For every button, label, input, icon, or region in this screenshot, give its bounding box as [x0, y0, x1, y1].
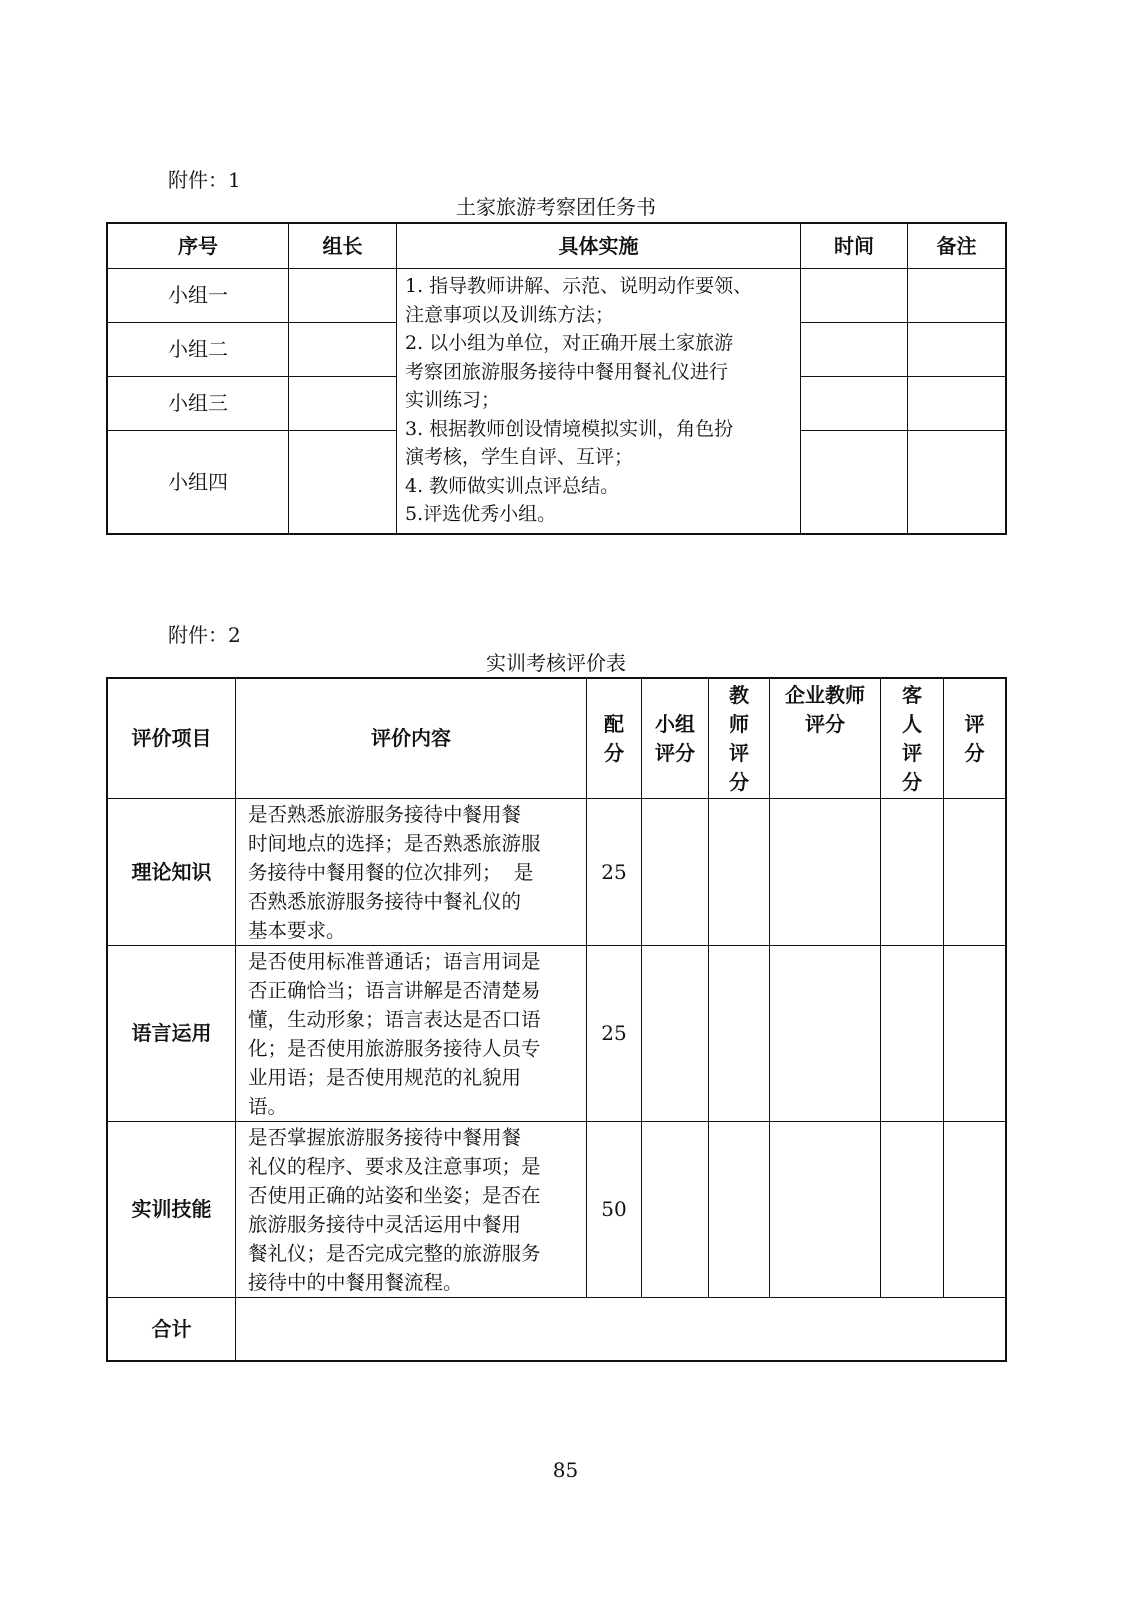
- content-line: 化；是否使用旅游服务接待人员专: [248, 1037, 541, 1060]
- header-eval-item: 评价项目: [108, 679, 236, 799]
- table-row: [108, 1122, 1006, 1298]
- time-cell: [801, 269, 908, 323]
- note-cell: [908, 269, 1006, 323]
- company-score-cell: [770, 946, 881, 1122]
- task-book-table: [107, 223, 1006, 534]
- implementation-line: 3. 根据教师创设情境模拟实训，角色扮: [405, 417, 734, 440]
- table-row: [108, 946, 1006, 1122]
- content-line: 是否熟悉旅游服务接待中餐用餐: [248, 803, 522, 826]
- score-cell: 50: [587, 1122, 642, 1298]
- group-2-cell: 小组二: [108, 323, 289, 377]
- content-line: 否正确恰当；语言讲解是否清楚易: [248, 979, 541, 1002]
- header-guest-char: 客: [902, 682, 922, 707]
- header-guest-char: 评: [902, 740, 922, 765]
- header-rating: [944, 679, 1006, 799]
- time-cell: [801, 377, 908, 431]
- implementation-line: 演考核，学生自评、互评；: [405, 446, 634, 468]
- rating-cell: [944, 1122, 1006, 1298]
- content-line: 务接待中餐用餐的位次排列； 是: [248, 861, 534, 884]
- eval-content-skills: [236, 1122, 587, 1298]
- guest-score-cell: [881, 799, 944, 946]
- implementation-line: 2. 以小组为单位，对正确开展土家旅游: [405, 332, 734, 354]
- group-3-cell: 小组三: [108, 377, 289, 431]
- content-line: 否熟悉旅游服务接待中餐礼仪的: [248, 890, 522, 913]
- header-time: 时间: [801, 224, 908, 269]
- attachment-2-label: 附件：2: [168, 623, 241, 647]
- header-teacher-score: [709, 679, 770, 799]
- leader-cell: [289, 431, 397, 534]
- content-line: 礼仪的程序、要求及注意事项；是: [248, 1155, 541, 1178]
- time-cell: [801, 431, 908, 534]
- header-teacher-char: 分: [729, 769, 749, 794]
- content-line: 是否使用标准普通话；语言用词是: [248, 950, 541, 973]
- header-implementation: 具体实施: [397, 224, 801, 269]
- leader-cell: [289, 377, 397, 431]
- header-teacher-char: 评: [729, 740, 749, 765]
- group-1-cell: 小组一: [108, 269, 289, 323]
- header-company-teacher-score: [770, 679, 881, 799]
- implementation-line: 5.评选优秀小组。: [405, 503, 557, 525]
- header-seq: 序号: [108, 224, 289, 269]
- evaluation-table-title: 实训考核评价表: [486, 651, 626, 675]
- eval-item-language: 语言运用: [108, 946, 236, 1122]
- implementation-line: 1. 指导教师讲解、示范、说明动作要领、: [405, 275, 753, 297]
- content-line: 接待中的中餐用餐流程。: [248, 1271, 463, 1294]
- header-teacher-char: 教: [729, 682, 749, 707]
- implementation-line: 实训练习；: [405, 389, 501, 411]
- group-score-cell: [642, 1122, 709, 1298]
- header-group-score: [642, 679, 709, 799]
- task-book-header-row: [108, 224, 1006, 269]
- score-cell: 25: [587, 799, 642, 946]
- note-cell: [908, 431, 1006, 534]
- evaluation-table: [107, 678, 1006, 1361]
- implementation-line: 注意事项以及训练方法；: [405, 303, 615, 326]
- evaluation-header-row: [108, 679, 1006, 799]
- task-book-title: 土家旅游考察团任务书: [456, 195, 656, 219]
- eval-item-skills: 实训技能: [108, 1122, 236, 1298]
- rating-cell: [944, 946, 1006, 1122]
- page-number: 85: [552, 1458, 579, 1482]
- content-line: 旅游服务接待中灵活运用中餐用: [248, 1213, 522, 1236]
- table-row: [108, 269, 1006, 323]
- content-line: 基本要求。: [248, 919, 346, 942]
- implementation-line: 考察团旅游服务接待中餐用餐礼仪进行: [405, 360, 729, 383]
- content-line: 业用语；是否使用规范的礼貌用: [248, 1066, 522, 1089]
- group-score-cell: [642, 946, 709, 1122]
- note-cell: [908, 377, 1006, 431]
- header-rating-char: 分: [964, 740, 985, 765]
- teacher-score-cell: [709, 1122, 770, 1298]
- note-cell: [908, 323, 1006, 377]
- content-line: 否使用正确的站姿和坐姿；是否在: [248, 1184, 541, 1207]
- group-score-cell: [642, 799, 709, 946]
- teacher-score-cell: [709, 799, 770, 946]
- content-line: 时间地点的选择；是否熟悉旅游服: [248, 832, 541, 855]
- company-score-cell: [770, 799, 881, 946]
- time-cell: [801, 323, 908, 377]
- header-score-char: 配: [604, 711, 624, 736]
- eval-content-language: [236, 946, 587, 1122]
- content-line: 语。: [248, 1095, 288, 1118]
- header-group-line: 小组: [655, 711, 695, 736]
- guest-score-cell: [881, 1122, 944, 1298]
- eval-item-theory: 理论知识: [108, 799, 236, 946]
- implementation-line: 4. 教师做实训点评总结。: [405, 474, 620, 497]
- header-eval-content: 评价内容: [236, 679, 587, 799]
- total-label: 合计: [108, 1298, 236, 1361]
- header-score: [587, 679, 642, 799]
- score-cell: 25: [587, 946, 642, 1122]
- rating-cell: [944, 799, 1006, 946]
- guest-score-cell: [881, 946, 944, 1122]
- header-rating-char: 评: [964, 711, 985, 736]
- content-line: 餐礼仪；是否完成完整的旅游服务: [248, 1242, 541, 1265]
- teacher-score-cell: [709, 946, 770, 1122]
- total-value-cell: [236, 1298, 1006, 1361]
- header-note: 备注: [908, 224, 1006, 269]
- header-score-char: 分: [604, 740, 624, 765]
- header-guest-char: 人: [902, 711, 922, 736]
- company-score-cell: [770, 1122, 881, 1298]
- group-4-cell: 小组四: [108, 431, 289, 534]
- header-guest-score: [881, 679, 944, 799]
- header-company-line: 评分: [805, 712, 845, 736]
- leader-cell: [289, 323, 397, 377]
- table-row: [108, 1298, 1006, 1361]
- header-group-line: 评分: [655, 740, 695, 765]
- header-leader: 组长: [289, 224, 397, 269]
- attachment-1-label: 附件：1: [168, 168, 241, 192]
- eval-content-theory: [236, 799, 587, 946]
- header-teacher-char: 师: [729, 711, 749, 736]
- header-guest-char: 分: [902, 769, 922, 794]
- implementation-cell: [397, 269, 801, 534]
- leader-cell: [289, 269, 397, 323]
- table-row: [108, 799, 1006, 946]
- content-line: 是否掌握旅游服务接待中餐用餐: [248, 1126, 522, 1149]
- content-line: 懂，生动形象；语言表达是否口语: [248, 1008, 541, 1031]
- header-company-line: 企业教师: [785, 683, 865, 707]
